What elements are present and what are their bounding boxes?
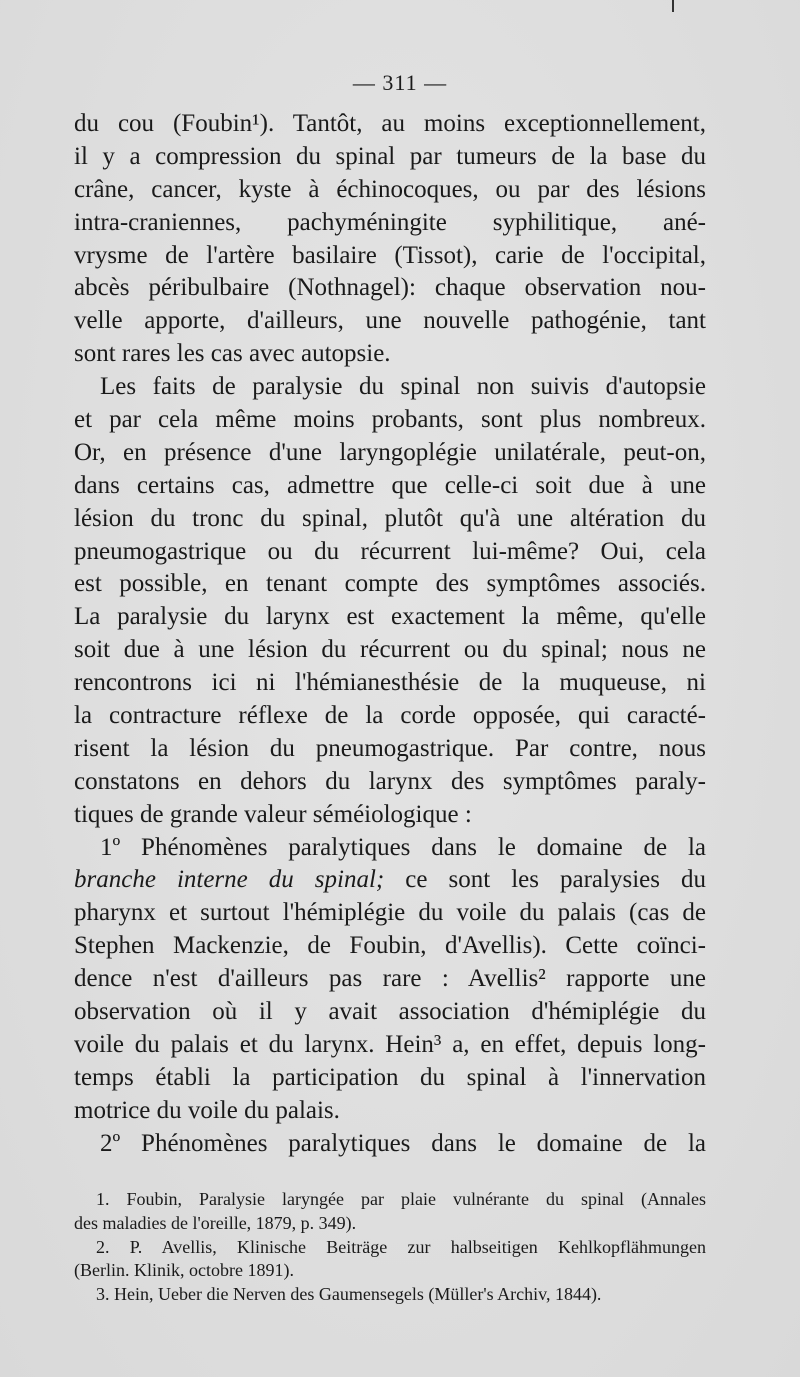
body-line: abcès péribulbaire (Nothnagel): chaque observation nou- xyxy=(74,274,706,302)
body-line: Or, en présence d'une laryngoplégie unilatérale, peut-on, xyxy=(74,438,706,466)
body-line: intra-craniennes, pachyméningite syphilitique, ané- xyxy=(74,208,706,236)
body-line: soit due à une lésion du récurrent ou du spinal; nous ne xyxy=(74,636,706,664)
body-line: Stephen Mackenzie, de Foubin, d'Avellis). Cette coïnci- xyxy=(74,932,706,960)
body-line: est possible, en tenant compte des symptômes associés. xyxy=(74,570,706,598)
body-line: il y a compression du spinal par tumeurs de la base du xyxy=(74,142,706,170)
body-line: 1º Phénomènes paralytiques dans le domaine de la xyxy=(100,833,706,861)
body-line: la contracture réflexe de la corde opposée, qui caracté- xyxy=(74,702,706,730)
body-line: constatons en dehors du larynx des symptômes paraly- xyxy=(74,767,706,795)
body-line: rencontrons ici ni l'hémianesthésie de la muqueuse, ni xyxy=(74,669,706,697)
body-line: Les faits de paralysie du spinal non suivis d'autopsie xyxy=(100,373,706,401)
body-line: temps établi la participation du spinal à l'innervation xyxy=(74,1063,706,1091)
body-line: velle apporte, d'ailleurs, une nouvelle pathogénie, tant xyxy=(74,307,706,335)
body-line: pharynx et surtout l'hémiplégie du voile du palais (cas de xyxy=(74,899,706,927)
body-line: motrice du voile du palais. xyxy=(74,1096,340,1124)
body-line: du cou (Foubin¹). Tantôt, au moins exceptionnellement, xyxy=(74,110,706,137)
body-line: sont rares les cas avec autopsie. xyxy=(74,340,391,368)
body-line: voile du palais et du larynx. Hein³ a, en effet, depuis long- xyxy=(74,1030,706,1058)
body-line: La paralysie du larynx est exactement la même, qu'elle xyxy=(74,603,706,631)
footnotes xyxy=(74,1188,706,1307)
body-text xyxy=(74,108,706,1161)
footnote-line: 1. Foubin, Paralysie laryngée par plaie vulnérante du spinal (Annales xyxy=(96,1189,706,1209)
body-line: crâne, cancer, kyste à échinocoques, ou par des lésions xyxy=(74,175,706,203)
body-line: 2º Phénomènes paralytiques dans le domaine de la xyxy=(100,1129,706,1157)
body-line: vrysme de l'artère basilaire (Tissot), carie de l'occipital, xyxy=(74,241,706,269)
footnote-line: des maladies de l'oreille, 1879, p. 349). xyxy=(74,1212,357,1233)
body-line: branche interne du spinal; ce sont les paralysies du xyxy=(74,866,706,894)
body-line: pneumogastrique ou du récurrent lui-même? Oui, cela xyxy=(74,537,706,565)
body-line: observation où il y avait association d'hémiplégie du xyxy=(74,998,706,1026)
body-line: et par cela même moins probants, sont plus nombreux. xyxy=(74,406,706,434)
body-line: tiques de grande valeur séméiologique : xyxy=(74,800,472,828)
body-line: dence n'est d'ailleurs pas rare : Avellis² rapporte une xyxy=(74,965,706,993)
footnote-line: 3. Hein, Ueber die Nerven des Gaumensegels (Müller's Archiv, 1844). xyxy=(96,1284,602,1305)
body-line: risent la lésion du pneumogastrique. Par contre, nous xyxy=(74,734,706,762)
footnote-line: (Berlin. Klinik, octobre 1891). xyxy=(74,1260,294,1281)
body-line: lésion du tronc du spinal, plutôt qu'à une altération du xyxy=(74,504,706,532)
body-line: dans certains cas, admettre que celle-ci soit due à une xyxy=(74,471,706,499)
page-number: — 311 — xyxy=(352,70,448,95)
footnote-line: 2. P. Avellis, Klinische Beiträge zur halbseitigen Kehlkopflähmungen xyxy=(96,1236,706,1257)
margin-mark xyxy=(672,0,674,12)
